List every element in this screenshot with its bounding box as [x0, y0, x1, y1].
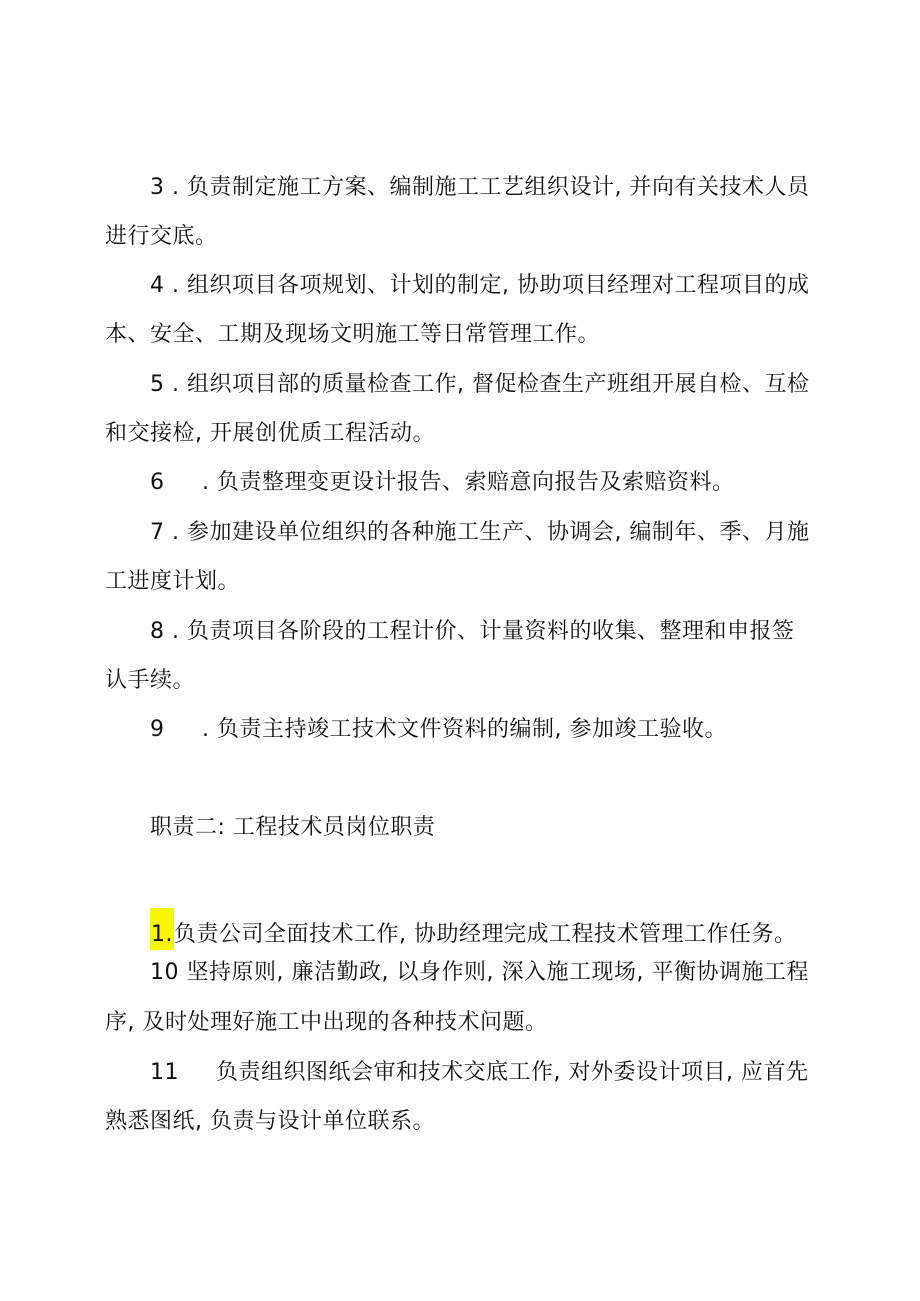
section-heading: 职责二: 工程技术员岗位职责	[150, 815, 436, 840]
item-3-line-1	[150, 173, 809, 203]
item-text: . 负责整理变更设计报告、索赔意向报告及索赔资料。	[202, 470, 735, 495]
item-number: 6	[150, 470, 165, 495]
item-number: 7	[150, 520, 165, 545]
item-8-line-2: 认手续。	[105, 668, 196, 693]
item-number: 8	[150, 619, 165, 644]
item-7-line-1	[150, 518, 809, 548]
item-text: . 负责制定施工方案、编制施工工艺组织设计, 并向有关技术人员	[164, 175, 810, 200]
item-text: . 组织项目各项规划、计划的制定, 协助项目经理对工程项目的成	[164, 273, 810, 298]
item-10-line-1	[150, 958, 809, 988]
item-5-line-1	[150, 370, 809, 400]
item-7-line-2: 工进度计划。	[105, 569, 241, 594]
item-5-line-2: 和交接检, 开展创优质工程活动。	[105, 421, 435, 446]
item-text: . 负责项目各阶段的工程计价、计量资料的收集、整理和申报签	[164, 619, 795, 644]
item-11-line-1	[150, 1058, 808, 1088]
item-text: . 参加建设单位组织的各种施工生产、协调会, 编制年、季、月施	[164, 520, 810, 545]
item-10-line-2: 序, 及时处理好施工中出现的各种技术问题。	[105, 1010, 548, 1035]
item-text: . 负责主持竣工技术文件资料的编制, 参加竣工验收。	[202, 717, 727, 742]
item-4-line-2: 本、安全、工期及现场文明施工等日常管理工作。	[105, 322, 601, 347]
item-text: 负责组织图纸会审和技术交底工作, 对外委设计项目, 应首先	[216, 1060, 809, 1085]
highlighted-item-number: 1.	[150, 908, 174, 950]
item-text: 负责公司全面技术工作, 协助经理完成工程技术管理工作任务。	[174, 922, 797, 947]
item-number: 4	[150, 273, 165, 298]
item-text: 坚持原则, 廉洁勤政, 以身作则, 深入施工现场, 平衡协调施工程	[179, 960, 809, 985]
item-number: 11	[150, 1060, 179, 1085]
item-1-line-1	[150, 908, 797, 950]
item-11-line-2: 熟悉图纸, 负责与设计单位联系。	[105, 1109, 435, 1134]
item-number: 5	[150, 372, 165, 397]
item-4-line-1	[150, 271, 809, 301]
item-number: 10	[150, 960, 179, 985]
item-text: . 组织项目部的质量检查工作, 督促检查生产班组开展自检、互检	[164, 372, 810, 397]
item-number: 3	[150, 175, 165, 200]
item-number: 9	[150, 717, 165, 742]
item-3-line-2: 进行交底。	[105, 224, 218, 249]
item-6-line-1	[150, 468, 735, 498]
item-8-line-1	[150, 617, 794, 647]
item-9-line-1	[150, 715, 727, 745]
